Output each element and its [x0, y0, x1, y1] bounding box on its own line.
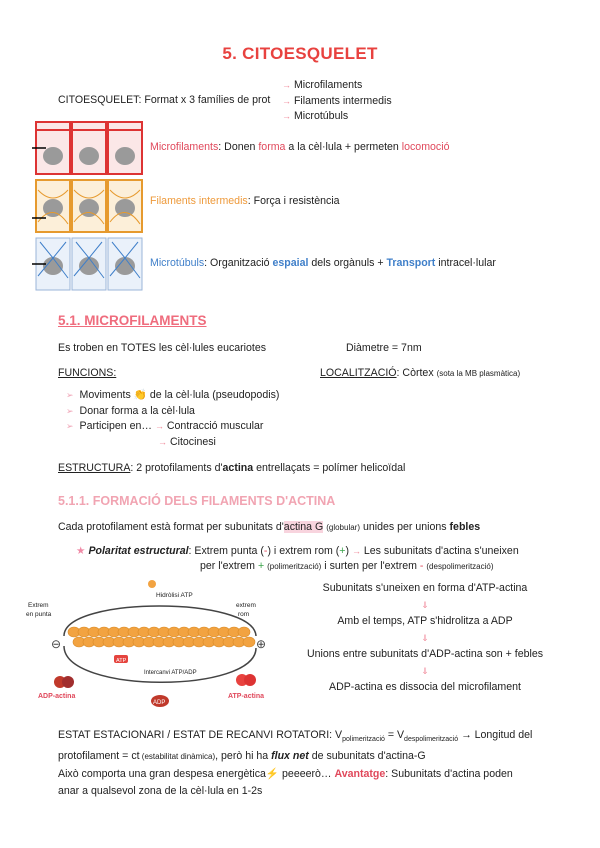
- found-text: Es troben en TOTES les cèl·lules eucariotes: [58, 342, 267, 354]
- arrow-icon: →: [282, 80, 291, 90]
- function-subitem: Contracció muscular: [166, 420, 264, 432]
- mf-k1: forma: [258, 141, 286, 153]
- arrow-icon: →: [158, 436, 167, 447]
- families-list: [282, 78, 392, 125]
- pol-l2b: i surten per l'extrem: [321, 560, 420, 572]
- estructura: [58, 462, 405, 474]
- pol-minus: -: [263, 545, 268, 557]
- state-l2bold: flux net: [271, 750, 309, 763]
- intermediate-desc: [150, 195, 340, 207]
- final-b: peeeerò…: [279, 768, 335, 780]
- mt-t3: intracel·lular: [435, 257, 496, 269]
- protofilament-text: [58, 521, 480, 533]
- str-t2: entrellaçats = polímer helicoïdal: [253, 462, 406, 474]
- down-arrow-icon: ⇓: [421, 599, 429, 610]
- family-item: Microtúbuls: [293, 110, 349, 122]
- state-l1b: → Longitud del: [458, 729, 533, 741]
- fig-atp: ATP: [116, 658, 127, 664]
- fig-hidrolisi: Hidròlisi ATP: [156, 592, 193, 599]
- mt-k2: Transport: [386, 257, 436, 269]
- step-item: ADP-actina es dissocia del microfilament: [329, 681, 521, 693]
- functions-list: [66, 388, 279, 450]
- family-item: Filaments intermedis: [293, 94, 392, 107]
- pol-l2small: (polimerització): [267, 562, 322, 571]
- mt-k1: espaial: [272, 257, 309, 269]
- fig-adp-actina: ADP-actina: [38, 693, 76, 700]
- intro-lead: CITOESQUELET: Format x 3 famílies de prot: [58, 94, 271, 106]
- mt-t2: dels orgànuls +: [308, 257, 387, 269]
- pol-l2a: per l'extrem: [200, 560, 258, 572]
- fi-name: Filaments intermedis: [150, 195, 248, 207]
- steps-column: [290, 580, 560, 696]
- fig-atp-actina: ATP-actina: [228, 693, 265, 700]
- actin-subunit: [238, 627, 250, 637]
- state-l2small: (estabilitat dinàmica): [139, 752, 216, 762]
- section-5-1-heading: 5.1. MICROFILAMENTS: [58, 313, 207, 328]
- function-item: Participen en…: [79, 420, 152, 432]
- p1-bold: febles: [449, 521, 481, 533]
- diameter-text: Diàmetre = 7nm: [346, 342, 422, 354]
- fig-adp: ADP: [153, 700, 166, 706]
- state-sub1: polimerització: [342, 736, 385, 744]
- funcions-label: FUNCIONS:: [58, 367, 117, 379]
- microtubule-cells-image: [32, 236, 144, 292]
- section-5-1-1-heading: 5.1.1. FORMACIÓ DELS FILAMENTS D'ACTINA: [58, 494, 336, 508]
- mf-name: Microfilaments: [150, 141, 219, 153]
- star-icon: ★: [76, 545, 86, 557]
- function-item: Donar forma a la cèl·lula: [79, 404, 195, 417]
- mf-t1: : Donen: [218, 141, 259, 153]
- loc-label: LOCALITZACIÓ: [320, 367, 397, 379]
- down-arrow-icon: ⇓: [421, 665, 429, 676]
- energy-text: [58, 766, 548, 800]
- microfilament-cells-image: [32, 120, 144, 176]
- pol-bold: Polaritat estructural: [88, 545, 189, 557]
- pol-t1: : Extrem punta (: [188, 545, 264, 557]
- state-sub2: despolimerització: [404, 736, 459, 744]
- bolt-icon: ⚡: [265, 768, 280, 780]
- arrow-icon: →: [154, 421, 164, 431]
- fig-right1: extrem: [236, 602, 256, 609]
- state-l2c: de subunitats d'actina-G: [308, 750, 426, 763]
- final-l2: anar a qualsevol zona de la cèl·lula en 1-2s: [58, 785, 263, 797]
- fig-right2: rom: [238, 611, 250, 618]
- state-l2b: , però hi ha: [215, 750, 272, 763]
- mt-name: Microtúbuls: [150, 257, 205, 269]
- arrow-icon: →: [282, 111, 291, 121]
- fig-exch: Intercanvi ATP/ADP: [144, 670, 197, 676]
- state-l2a: protofilament = ct: [58, 750, 140, 763]
- pol-l2plus: +: [257, 560, 265, 572]
- fig-left1: Extrem: [28, 602, 49, 609]
- p1-b: unides per unions: [360, 521, 450, 533]
- arrow-icon: →: [282, 95, 291, 106]
- pol-t4: Les subunitats d'actina s'uneixen: [363, 545, 519, 557]
- final-c: : Subunitats d'actina poden: [385, 768, 513, 780]
- mf-t2: a la cèl·lula + permeten: [285, 141, 402, 153]
- localitzacio: [320, 367, 520, 379]
- state-l1: ESTAT ESTACIONARI / ESTAT DE RECANVI ROTATORI: V: [58, 729, 343, 741]
- p1-a: Cada protofilament està format per subunitats d': [58, 521, 284, 533]
- state-eq: = V: [384, 729, 405, 741]
- final-a: Això comporta una gran despesa energètica: [58, 768, 266, 780]
- polarity-line1: [76, 545, 519, 557]
- page-title: 5. CITOESQUELET: [222, 44, 378, 63]
- p1-small: (globular): [326, 523, 360, 532]
- mf-k2: locomoció: [401, 141, 450, 153]
- polarity-line2: [200, 560, 494, 572]
- p1-hl: actina G: [283, 521, 324, 533]
- actin-subunit: [243, 637, 255, 647]
- function-item: Moviments 👏 de la cèl·lula (pseudopodis): [79, 389, 280, 401]
- microtubule-desc: [150, 257, 496, 269]
- fi-t1: : Força i resistència: [247, 195, 340, 207]
- family-item: Microfilaments: [293, 79, 363, 91]
- str-label: ESTRUCTURA: [58, 462, 131, 474]
- bullet-icon: ➢: [66, 390, 74, 400]
- str-t1: : 2 protofilaments d': [130, 462, 223, 474]
- pol-t3: ): [345, 545, 349, 557]
- function-subitem: Citocinesi: [169, 435, 216, 448]
- step-item: Subunitats s'uneixen en forma d'ATP-actina: [322, 582, 528, 594]
- final-adv: Avantatge: [334, 768, 386, 780]
- step-item: Amb el temps, ATP s'hidrolitza a ADP: [337, 615, 513, 627]
- bullet-icon: ➢: [66, 405, 74, 416]
- loc-small: (sota la MB plasmàtica): [436, 369, 521, 378]
- steady-state-text: [58, 727, 542, 765]
- step-item: Unions entre subunitats d'ADP-actina son + febles: [306, 648, 544, 660]
- minus-end-icon: ⊖: [51, 637, 62, 651]
- pol-l2minus: -: [419, 560, 424, 572]
- pol-t2: ) i extrem rom (: [267, 545, 340, 557]
- pol-l2small2: (despolimerització): [426, 562, 494, 571]
- down-arrow-icon: ⇓: [421, 632, 429, 643]
- pol-plus: +: [339, 545, 346, 557]
- str-bold: actina: [222, 462, 254, 474]
- plus-end-icon: ⊕: [256, 637, 267, 651]
- fig-left2: en punta: [26, 611, 52, 618]
- microfilament-desc: [150, 141, 449, 153]
- bullet-icon: ➢: [66, 421, 74, 431]
- intermediate-filament-cells-image: [32, 178, 144, 234]
- loc-text: : Còrtex: [396, 367, 434, 379]
- mt-t1: : Organització: [204, 257, 273, 269]
- arrow-icon: →: [351, 546, 361, 556]
- actin-polymerization-figure: [24, 576, 286, 716]
